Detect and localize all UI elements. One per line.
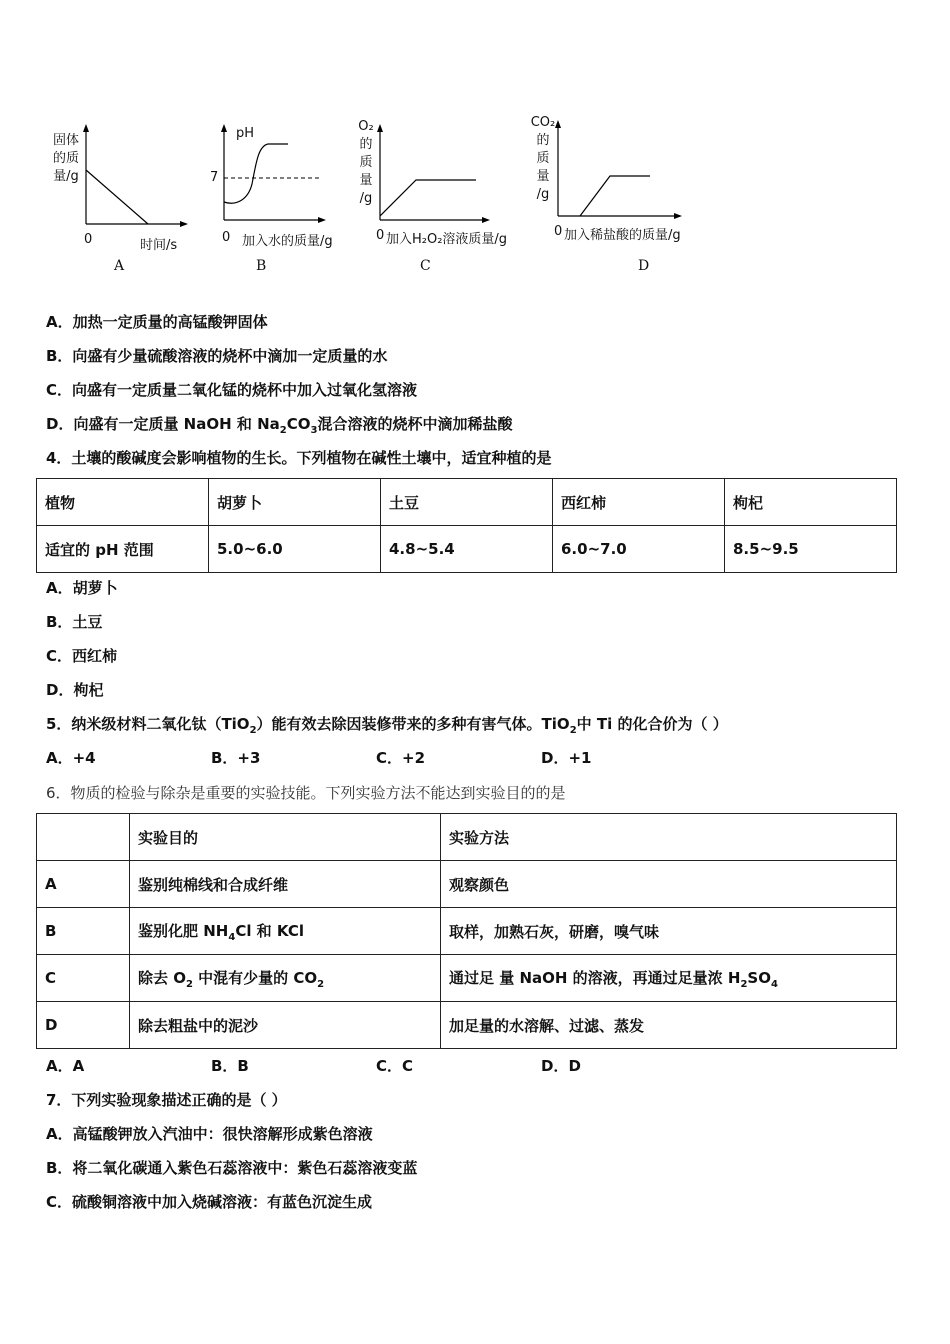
table-cell: 枸杞 xyxy=(725,479,897,526)
graph-a-series xyxy=(86,170,148,224)
graph-c-ylabel: O₂ 的 质 量 /g xyxy=(358,119,374,206)
q3-option-d: D．向盛有一定质量 NaOH 和 $Na_2CO_3$混合溶液的烧杯中滴加稀盐酸 xyxy=(46,415,513,436)
q4-option-c: C．西红柿 xyxy=(46,647,118,665)
q4-table xyxy=(36,478,897,573)
q3-option-c: C．向盛有一定质量二氧化锰的烧杯中加入过氧化氢溶液 xyxy=(46,381,418,399)
table-cell: 加足量的水溶解、过滤、蒸发 xyxy=(441,1002,897,1049)
graph-a-label: A xyxy=(114,258,125,274)
graph-b-ymark: 7 xyxy=(210,170,219,185)
q6-table xyxy=(36,813,897,1049)
graph-a-xlabel: 时间/s xyxy=(140,238,178,253)
q6-option-d: D．D xyxy=(541,1057,581,1075)
graph-c xyxy=(358,112,528,282)
table-cell: 4.8~5.4 xyxy=(381,526,553,573)
table-cell: 5.0~6.0 xyxy=(209,526,381,573)
graph-b-xlabel: 加入水的质量/g xyxy=(242,234,333,249)
q5-option-a: A．+4 xyxy=(46,749,96,767)
graph-d-origin: 0 xyxy=(554,224,563,239)
q6-option-a: A．A xyxy=(46,1057,85,1075)
q6-option-b: B．B xyxy=(211,1057,249,1075)
q5-option-c: C．+2 xyxy=(376,749,426,767)
q4-option-b: B．土豆 xyxy=(46,613,103,631)
q7-option-c: C．硫酸铜溶液中加入烧碱溶液：有蓝色沉淀生成 xyxy=(46,1193,373,1211)
graph-d-plot xyxy=(528,112,708,242)
table-cell: 取样，加熟石灰，研磨，嗅气味 xyxy=(441,908,897,955)
table-cell: 除去粗盐中的泥沙 xyxy=(130,1002,441,1049)
q6-stem: 6．物质的检验与除杂是重要的实验技能。下列实验方法不能达到实验目的的是 xyxy=(46,784,566,802)
q3-option-a: A．加热一定质量的高锰酸钾固体 xyxy=(46,313,268,331)
graph-a-origin: 0 xyxy=(84,232,93,247)
table-cell: 观察颜色 xyxy=(441,861,897,908)
graph-b-ylabel: pH xyxy=(236,126,255,141)
q4-stem: 4．土壤的酸碱度会影响植物的生长。下列植物在碱性土壤中，适宜种植的是 xyxy=(46,449,552,467)
graph-c-xlabel: 加入H₂O₂溶液质量/g xyxy=(386,232,508,247)
graph-a-ylabel: 固体 的质 量/g xyxy=(52,133,79,184)
table-cell: C xyxy=(37,955,130,1002)
q4-option-d: D．枸杞 xyxy=(46,681,104,699)
graph-d-series xyxy=(580,176,650,216)
q7-option-a: A．高锰酸钾放入汽油中：很快溶解形成紫色溶液 xyxy=(46,1125,373,1143)
q4-table-header xyxy=(37,479,897,526)
table-cell: D xyxy=(37,1002,130,1049)
table-cell: 除去 $O_2$ 中混有少量的 $CO_2$ xyxy=(130,955,441,1002)
table-cell: 植物 xyxy=(37,479,209,526)
graph-b-label: B xyxy=(256,258,267,274)
table-cell: 8.5~9.5 xyxy=(725,526,897,573)
graph-d-xlabel: 加入稀盐酸的质量/g xyxy=(564,228,681,243)
q6-option-c: C．C xyxy=(376,1057,414,1075)
q5-option-d: D．+1 xyxy=(541,749,592,767)
table-cell: 适宜的 pH 范围 xyxy=(37,526,209,573)
graph-c-label: C xyxy=(420,258,431,274)
graph-d-ylabel: CO₂ 的 质 量 /g xyxy=(530,115,556,202)
table-row xyxy=(37,861,897,908)
table-cell: 鉴别纯棉线和合成纤维 xyxy=(130,861,441,908)
q6-table-header xyxy=(37,814,897,861)
table-cell: B xyxy=(37,908,130,955)
table-cell: 实验方法 xyxy=(441,814,897,861)
graph-b-plot xyxy=(208,112,358,242)
q6-options xyxy=(46,1055,581,1076)
graphs-row xyxy=(40,112,740,282)
graph-a-plot xyxy=(50,112,200,242)
table-cell: 实验目的 xyxy=(130,814,441,861)
table-cell: 6.0~7.0 xyxy=(553,526,725,573)
q7-option-b: B．将二氧化碳通入紫色石蕊溶液中：紫色石蕊溶液变蓝 xyxy=(46,1159,418,1177)
q5-option-b: B．+3 xyxy=(211,749,261,767)
q7-stem: 7．下列实验现象描述正确的是（ ） xyxy=(46,1091,287,1109)
table-cell: 土豆 xyxy=(381,479,553,526)
q3-option-b: B．向盛有少量硫酸溶液的烧杯中滴加一定质量的水 xyxy=(46,347,388,365)
graph-c-plot xyxy=(358,112,528,242)
table-row xyxy=(37,1002,897,1049)
graph-b xyxy=(208,112,358,282)
table-cell: A xyxy=(37,861,130,908)
q5-options xyxy=(46,747,591,768)
graph-d-label: D xyxy=(638,258,650,274)
graph-a xyxy=(50,112,200,282)
table-row xyxy=(37,955,897,1002)
q4-option-a: A．胡萝卜 xyxy=(46,579,118,597)
graph-c-series xyxy=(380,180,476,216)
graph-c-origin: 0 xyxy=(376,228,385,243)
q5-stem: 5．纳米级材料二氧化钛（TiO$_2$）能有效去除因装修带来的多种有害气体。TiO$_2$中 Ti 的化合价为（ ） xyxy=(46,715,728,736)
graph-b-origin: 0 xyxy=(222,230,231,245)
q4-table-row xyxy=(37,526,897,573)
table-cell: 鉴别化肥 $NH_4Cl$ 和 KCl xyxy=(130,908,441,955)
table-row xyxy=(37,908,897,955)
graph-d xyxy=(528,112,708,282)
graph-b-series xyxy=(224,144,288,203)
table-cell: 通过足 量 NaOH 的溶液，再通过足量浓 $H_2SO_4$ xyxy=(441,955,897,1002)
table-cell: 西红柿 xyxy=(553,479,725,526)
table-cell: 胡萝卜 xyxy=(209,479,381,526)
table-cell xyxy=(37,814,130,861)
